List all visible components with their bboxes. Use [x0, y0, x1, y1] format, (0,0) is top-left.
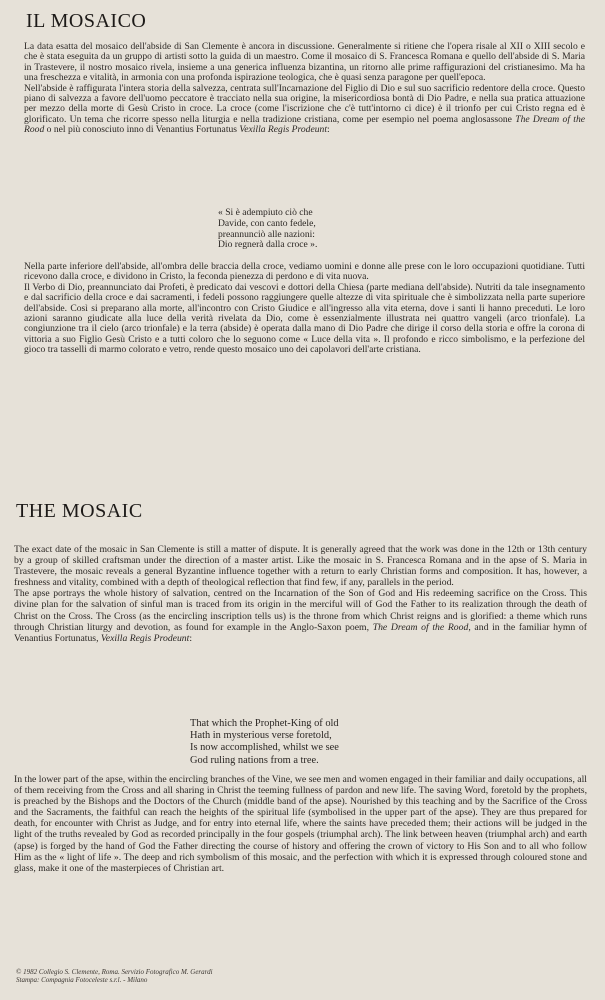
italian-verse [218, 208, 317, 251]
italian-paragraph-3: Nella parte inferiore dell'abside, all'ombra delle braccia della croce, vediamo uomini e donne alle prese con le loro occupazioni quotidiane. Tutti ricevono dalla croce, e dividono in Cristo, la feconda pienezza di perdono e di vita nuova. [24, 261, 585, 283]
english-verse-line: God ruling nations from a tree. [190, 754, 319, 766]
italian-verse-line: Dio regnerà dalla croce ». [218, 239, 318, 251]
english-verse [190, 718, 339, 767]
english-verse-line: Hath in mysterious verse foretold, [190, 730, 332, 742]
italian-paragraph-2: Nell'abside è raffigurata l'intera storia della salvezza, centrata sull'Incarnazione del Figlio di Dio e sul suo sacrificio redentore della croce. Questo piano di salvezza a favore dell'uomo peccatore è tracciato nella sua origine, la misericordiosa bontà di Dio Padre, e nella sua pratica attuazione per mezzo della morte di Gesù Cristo in croce. La croce (come l'iscrizione che c'è tutt'intorno ci dice) è il trionfo per cui Cristo regna ed è glorificato. Un tema che ricorre spesso nella liturgia e nella tradizione cristiana, come per esempio nel poema anglosassone The Dream of the Rood o nel più conosciuto inno di Venantius Fortunatus Vexilla Regis Prodeunt: [24, 82, 586, 136]
english-verse-line: That which the Prophet-King of old [190, 718, 339, 729]
english-title-dream: The Dream of the Rood [372, 621, 469, 633]
english-heading: THE MOSAIC [16, 500, 143, 522]
italian-text-lower [24, 262, 585, 356]
footer-copyright: © 1982 Collegio S. Clemente, Roma. Servizio Fotografico M. Gerardi [16, 968, 213, 976]
italian-verse-line: « Si è adempiuto ciò che [218, 207, 313, 218]
english-verse-line: Is now accomplished, whilst we see [190, 742, 339, 754]
footer-credits [16, 968, 213, 985]
italian-title-dream: The Dream of the Rood [24, 113, 586, 136]
italian-title-vexilla: Vexilla Regis Prodeunt [239, 124, 327, 136]
footer-printer: Stampa: Compagnia Fotoceleste s.r.l. - Milano [16, 976, 148, 985]
italian-text-upper [24, 42, 585, 136]
italian-paragraph-4: Il Verbo di Dio, preannunciato dai Profeti, è predicato dai vescovi e dottori della Chiesa (parte mediana dell'abside). Nutriti da tale insegnamento e dal sacrificio della croce e dai sacramenti, i fedeli possono raggiungere quelle altezze di vita spirituale che è simbolizzata nella parte superiore dell'abside. Così si preparano alla morte, all'incontro con Cristo Giudice e all'ingresso alla vita eterna, dove i santi li hanno preceduti. Le loro azioni saranno giudicate alla luce della verità rivelata da Dio, come è essenzialmente illustrata nei quattro vangeli (arco trionfale). La congiunzione tra il cielo (arco trionfale) e la terra (abside) è operata dalla mano di Dio Padre che dirige il corso della storia e offre la corona di vittoria a suo Figlio Gesù Cristo e a tutti coloro che lo seguono come « Luce della vita ». Il profondo e ricco simbolismo, e la perfezione del gioco tra tasselli di marmo colorato e vetro, rende questo mosaico uno dei capolavori dell'arte cristiana. [24, 281, 585, 356]
english-paragraph-3: In the lower part of the apse, within the encircling branches of the Vine, we see men and women engaged in their familiar and daily occupations, all of them receiving from the Cross and all sharing in Christ the teeming fullness of pardon and new life. The saving Word, foretold by the prophets, is preached by the Bishops and the Doctors of the Church (middle band of the apse). Nourished by this teaching and by the Sacrifice of the Cross and the Sacraments, the faithful can reach the heights of the spiritual life (symbolised in the upper part of the apse). They are thus prepared for death, for encounter with Christ as Judge, and for entry into eternal life, where the saints have preceded them; their actions will be judged in the light of the truths revealed by God as recorded principally in the four gospels (triumphal arch). The link between heaven (triumphal arch) and earth (apse) is forged by the hand of God the Father directing the course of history and offering the crown of victory to His Son and to all who follow Him as the « light of life ». The deep and rich symbolism of this mosaic, and the perfection with which it is expressed through coloured stone and glass, make it one of the masterpieces of Christian art. [14, 774, 587, 874]
english-text-upper [14, 544, 587, 644]
italian-verse-line: Davide, con canto fedele, [218, 217, 316, 229]
english-paragraph-1: The exact date of the mosaic in San Clemente is still a matter of dispute. It is generally agreed that the work was done in the 12th or 13th century by a group of skilled craftsman under the direction of a master artist. Like the mosaic in S. Francesca Romana and in the apse of S. Maria in Trastevere, the mosaic reveals a general Byzantine influence together with a return to early Christian forms and composition. It has, however, a freshness and vitality, combined with a depth of theological reflection that find few, if any, parallels in the period. [14, 544, 587, 589]
english-paragraph-2: The apse portrays the whole history of salvation, centred on the Incarnation of the Son of God and His redeeming sacrifice on the Cross. This divine plan for the salvation of sinful man is traced from its origin in the merciful will of God the Father to its realization through the death of Christ on the Cross. The Cross (as the encircling inscription tells us) is the throne from which Christ reigns and is glorified: a theme which runs through Christian liturgy and devotion, as found for example in the Anglo-Saxon poem, The Dream of the Rood, and in the familiar hymn of Venantius Fortunatus, Vexilla Regis Prodeunt: [14, 588, 587, 644]
italian-verse-line: preannunciò alle nazioni: [218, 228, 315, 240]
english-title-vexilla: Vexilla Regis Prodeunt [100, 632, 190, 644]
italian-paragraph-1: La data esatta del mosaico dell'abside di San Clemente è ancora in discussione. Generalmente si ritiene che l'opera risale al XII o XIII secolo e che è stata eseguita da un gruppo di artisti sotto la guida di un maestro. Come il mosaico di S. Francesca Romana e quello dell'abside di S. Maria in Trastevere, il nostro mosaico rivela, insieme a una generica influenza bizantina, un ritorno alle prime raffigurazioni del cristianesimo. Ma ha una freschezza e vitalità, in armonia con una profonda ispirazione teologica, che è quasi senza paragone per quell'epoca. [24, 41, 585, 84]
english-text-lower [14, 774, 587, 874]
italian-heading: IL MOSAICO [26, 10, 147, 32]
